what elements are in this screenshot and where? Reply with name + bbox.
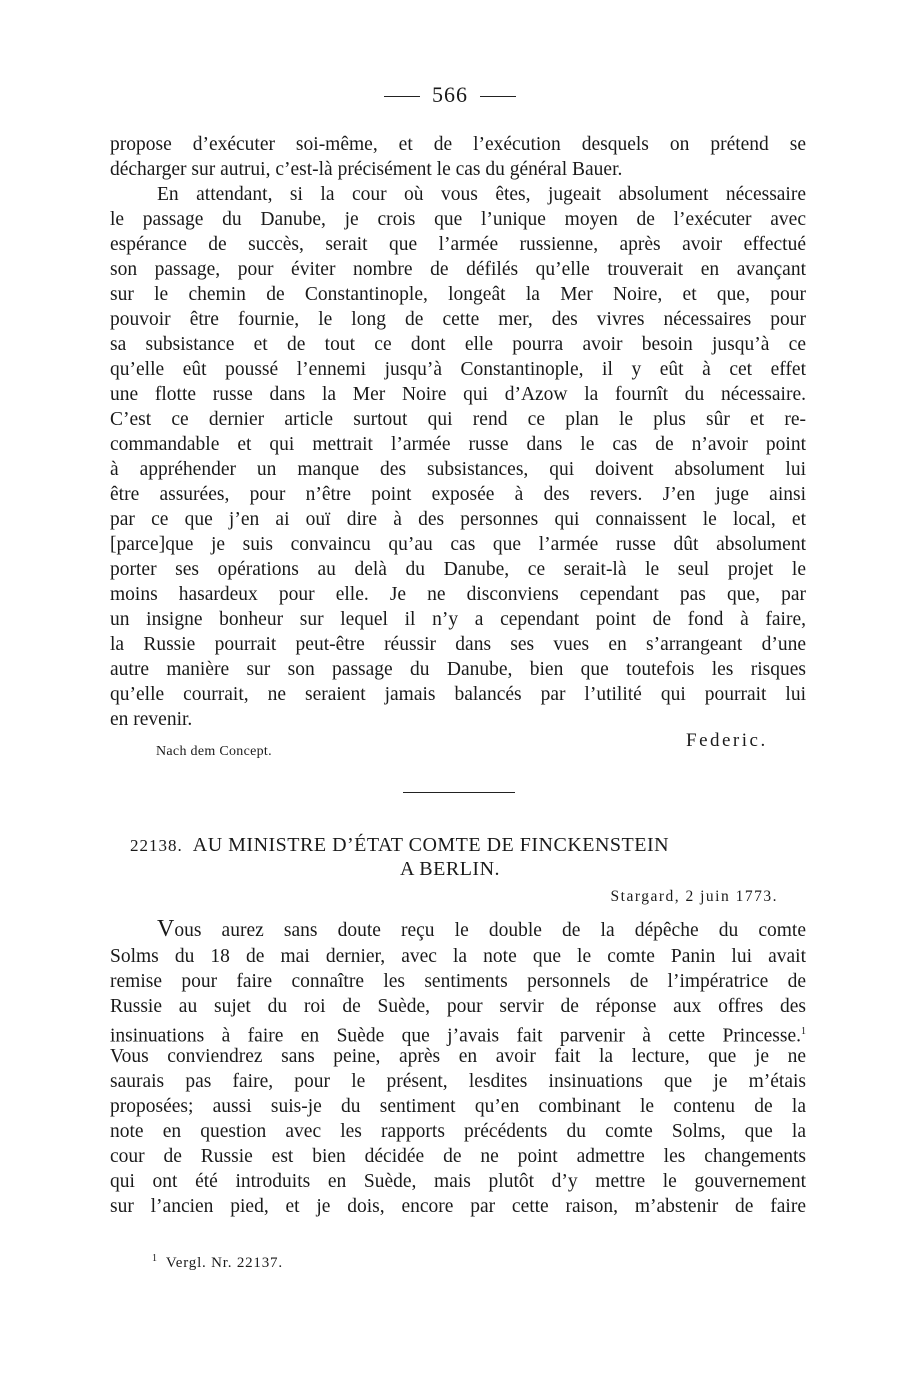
footnote xyxy=(152,1253,283,1272)
text-line: porter ses opérations au delà du Danube, ce serait-là le seul projet le xyxy=(110,559,806,580)
dropcap: V xyxy=(157,916,175,942)
text-line: pouvoir être fournie, le long de cette mer, des vivres nécessaires pour xyxy=(110,309,806,330)
text-line: En attendant, si la cour où vous êtes, jugeait absolument nécessaire xyxy=(157,184,806,205)
footnote-text: Vergl. Nr. 22137. xyxy=(165,1255,283,1271)
text-line: cour de Russie est bien décidée de ne point admettre les changements xyxy=(110,1146,806,1167)
dateline-date: 2 juin 1773. xyxy=(685,888,778,905)
text-line: propose d’exécuter soi-même, et de l’exécution desquels on prétend se xyxy=(110,134,806,155)
text-line: Russie au sujet du roi de Suède, pour servir de réponse aux offres des xyxy=(110,996,806,1017)
text-line: qu’elle eût poussé l’ennemi jusqu’à Constantinople, il y eût à cet effet xyxy=(110,359,806,380)
text-line: la Russie pourrait peut-être réussir dans ses vues en s’arrangeant d’une xyxy=(110,634,806,655)
page-number-dash-left xyxy=(384,96,420,97)
page-number-text: 566 xyxy=(432,82,468,107)
source-note: Nach dem Concept. xyxy=(156,744,272,759)
text-line-text: insinuations à faire en Suède que j’avais fait parvenir à cette Princesse. xyxy=(110,1025,801,1047)
signature: Federic. xyxy=(686,730,768,751)
text-line: le passage du Danube, je crois que l’unique moyen de l’exécuter avec xyxy=(110,209,806,230)
letter-number: 22138. xyxy=(130,836,183,855)
text-line: un insigne bonheur sur lequel il n’y a cependant point de fond à faire, xyxy=(110,609,806,630)
text-line: par ce que j’en ai ouï dire à des personnes qui connaissent le local, et xyxy=(110,509,806,530)
text-line: à appréhender un manque des subsistances, qui doivent absolument lui xyxy=(110,459,806,480)
text-line: qui ont été introduits en Suède, mais plutôt d’y mettre le gouvernement xyxy=(110,1171,806,1192)
dateline-place: Stargard, xyxy=(610,888,681,905)
text-line: sa subsistance et de tout ce dont elle pourra avoir besoin jusqu’à ce xyxy=(110,334,806,355)
text-line: Solms du 18 de mai dernier, avec la note que le comte Panin lui avait xyxy=(110,946,806,967)
text-line: son passage, pour éviter nombre de défilés qu’elle trouverait en avançant xyxy=(110,259,806,280)
text-line: remise pour faire connaître les sentiments personnels de l’impératrice de xyxy=(110,971,806,992)
letter-heading xyxy=(130,834,790,857)
letter-recipient-city: A BERLIN. xyxy=(399,858,501,880)
dateline xyxy=(611,888,778,906)
page-number xyxy=(0,82,900,108)
text-line: qu’elle courrait, ne seraient jamais balancés par l’utilité qui pourrait lui xyxy=(110,684,806,705)
text-line: [parce]que je suis convaincu qu’au cas que l’armée russe dût absolument xyxy=(110,534,806,555)
text-line: C’est ce dernier article surtout qui rend ce plan le plus sûr et re- xyxy=(110,409,806,430)
text-line: autre manière sur son passage du Danube, bien que toutefois les risques xyxy=(110,659,806,680)
text-line: note en question avec les rapports précédents du comte Solms, que la xyxy=(110,1121,806,1142)
page-number-dash-right xyxy=(480,96,516,97)
text-line: commandable et qui mettrait l’armée russe dans le cas de n’avoir point xyxy=(110,434,806,455)
section-divider xyxy=(403,792,515,793)
text-line: espérance de succès, serait que l’armée russienne, après avoir effectué xyxy=(110,234,806,255)
text-line: en revenir. xyxy=(110,709,193,730)
text-line: décharger sur autrui, c’est-là précisément le cas du général Bauer. xyxy=(110,159,623,180)
text-line: proposées; aussi suis-je du sentiment qu’en combinant le contenu de la xyxy=(110,1096,806,1117)
text-line: moins hasardeux pour elle. Je ne disconviens cependant pas que, par xyxy=(110,584,806,605)
text-line: sur le chemin de Constantinople, longeât la Mer Noire, et que, pour xyxy=(110,284,806,305)
footnote-ref: 1 xyxy=(801,1026,806,1037)
text-line: sur l’ancien pied, et je dois, encore par cette raison, m’abstenir de faire xyxy=(110,1196,806,1217)
text-line-first xyxy=(157,917,806,943)
letter-recipient: AU MINISTRE D’ÉTAT COMTE DE FINCKENSTEIN xyxy=(192,834,670,856)
footnote-marker: 1 xyxy=(152,1253,158,1264)
text-line: une flotte russe dans la Mer Noire qui d’Azow la fournît du nécessaire. xyxy=(110,384,806,405)
text-line: Vous conviendrez sans peine, après en avoir fait la lecture, que je ne xyxy=(110,1046,806,1067)
text-line: saurais pas faire, pour le présent, lesdites insinuations que je m’étais xyxy=(110,1071,806,1092)
text-line: être assurées, pour n’être point exposée à des revers. J’en juge ainsi xyxy=(110,484,806,505)
text-line-first-rest: ous aurez sans doute reçu le double de la dépêche du comte xyxy=(174,920,806,941)
